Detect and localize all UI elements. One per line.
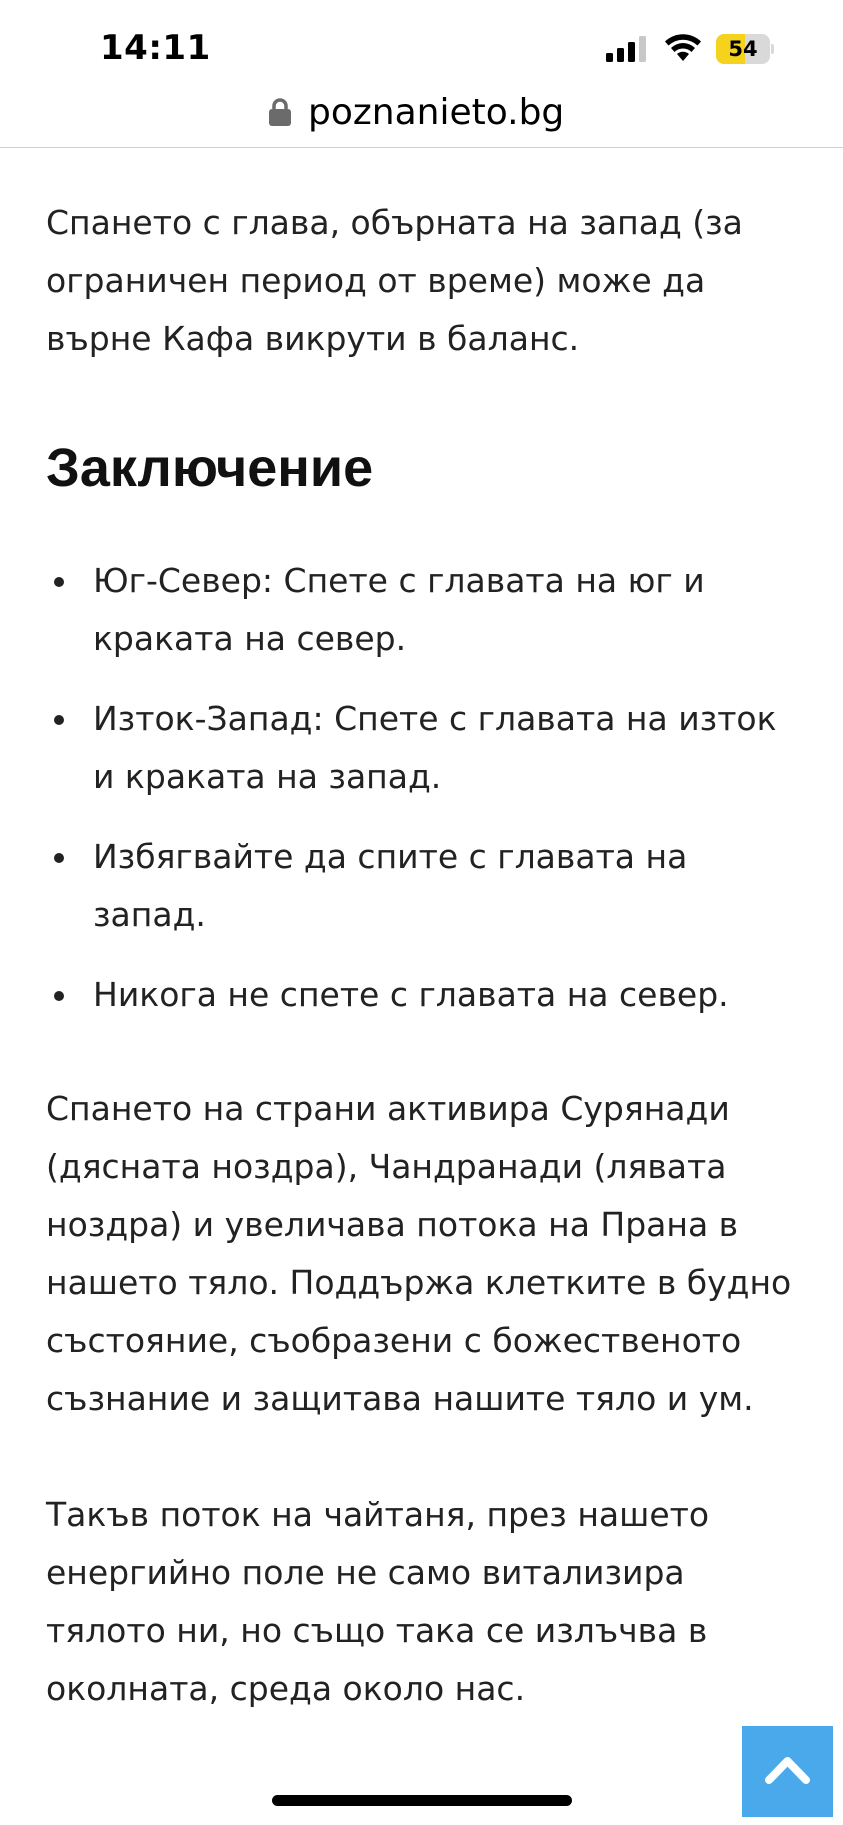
section-heading: Заключение xyxy=(46,438,374,498)
article-paragraph: Спането с глава, обърната на запад (за ограничен период от време) може да върне Кафа викрути в баланс. xyxy=(46,203,743,358)
cellular-signal-icon xyxy=(606,36,650,62)
lock-icon xyxy=(268,97,292,127)
battery-icon xyxy=(716,34,774,64)
chevron-up-icon xyxy=(764,1752,811,1786)
article-content xyxy=(46,194,796,1718)
status-bar xyxy=(0,0,843,84)
list-item: Никога не спете с главата на север. xyxy=(46,966,796,1024)
article-paragraph: Спането на страни активира Сурянади (дясната ноздра), Чандранади (лявата ноздра) и увеличава потока на Прана в нашето тяло. Поддържа клетките в будно състояние, съобразени с божественото съзнание и защитава нашите тяло и ум. xyxy=(46,1089,792,1418)
home-indicator[interactable] xyxy=(272,1795,572,1806)
url-text[interactable]: poznanieto.bg xyxy=(308,91,565,133)
conclusion-list xyxy=(46,552,796,1024)
article-paragraph: Такъв поток на чайтаня, през нашето енергийно поле не само витализира тялото ни, но също така се излъчва в околната, среда около нас. xyxy=(46,1495,710,1708)
list-item: Изток-Запад: Спете с главата на изток и краката на запад. xyxy=(46,690,796,806)
status-time: 14:11 xyxy=(100,28,211,68)
battery-level: 54 xyxy=(728,37,758,61)
list-item: Избягвайте да спите с главата на запад. xyxy=(46,828,796,944)
address-bar[interactable] xyxy=(0,84,843,148)
list-item: Юг-Север: Спете с главата на юг и краката на север. xyxy=(46,552,796,668)
scroll-to-top-button[interactable] xyxy=(742,1726,833,1817)
wifi-icon xyxy=(663,32,703,62)
